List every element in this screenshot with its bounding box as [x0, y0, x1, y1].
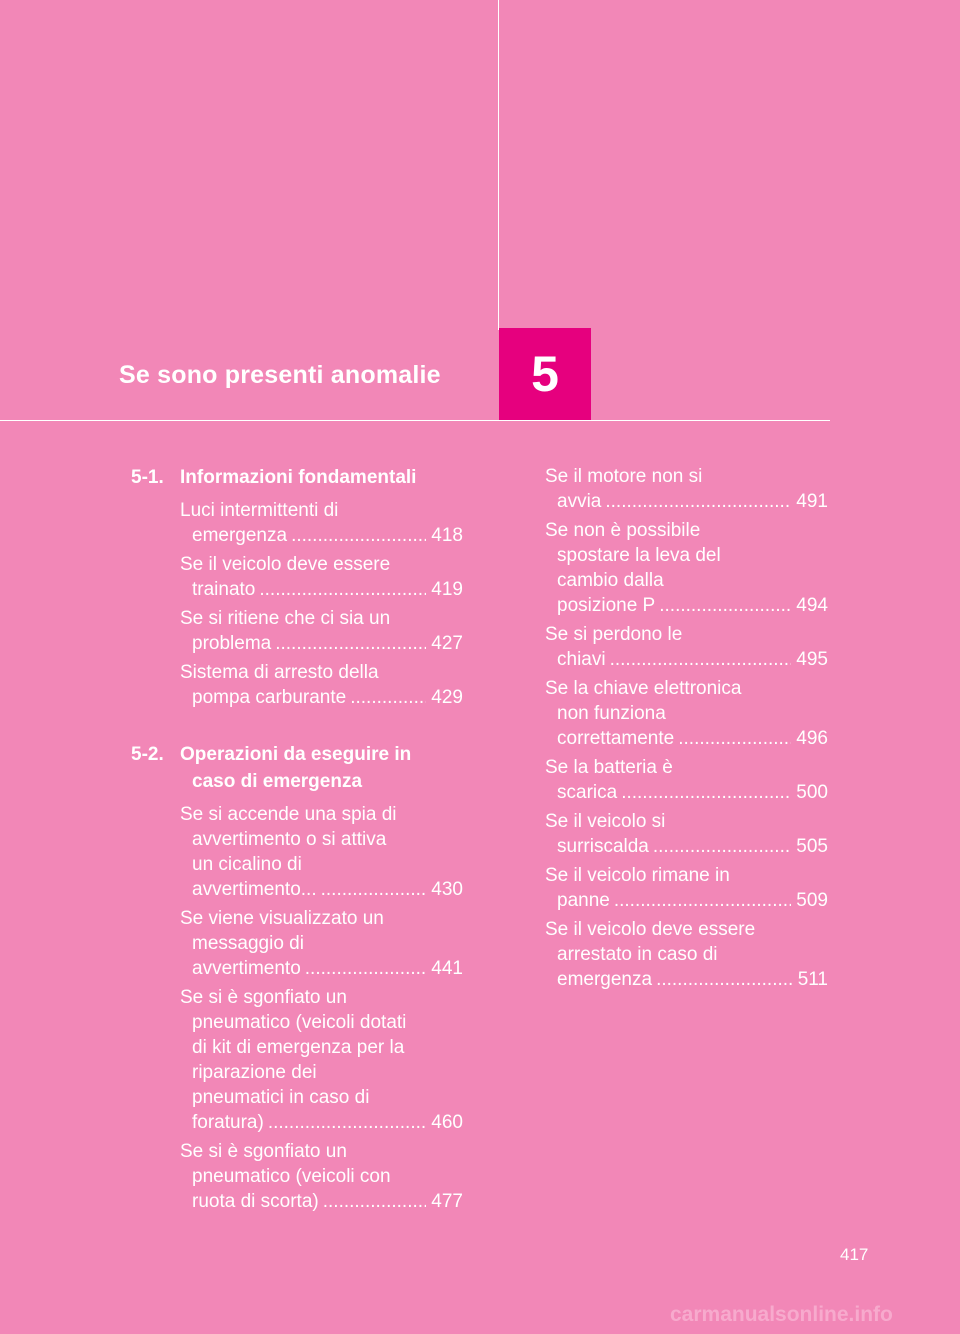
toc-entry-last-line: [545, 888, 828, 913]
dot-leader: [305, 956, 427, 981]
toc-entry-last-line: [180, 577, 463, 602]
toc-page-ref[interactable]: 494: [796, 595, 828, 616]
toc-entry-line: pompa carburante: [192, 687, 347, 708]
toc-entry-line: di kit di emergenza per la: [192, 1037, 405, 1058]
dot-leader: [321, 877, 427, 902]
toc-entry-last-line: [180, 685, 463, 710]
toc-page-ref[interactable]: 496: [796, 728, 828, 749]
toc-entry-line: posizione P: [557, 595, 656, 616]
top-divider-vertical: [498, 0, 499, 330]
section-title: Informazioni fondamentali: [180, 467, 417, 488]
chapter-title: Se sono presenti anomalie: [119, 361, 441, 389]
toc-entry-line: emergenza: [192, 525, 288, 546]
toc-page-ref[interactable]: 477: [431, 1191, 463, 1212]
dot-leader: [653, 834, 791, 859]
toc-entry-line: Se si è sgonfiato un: [180, 987, 347, 1008]
dot-leader: [259, 577, 426, 602]
toc-entry-last-line: [180, 956, 463, 981]
toc-entry[interactable]: [545, 464, 828, 514]
toc-entry-line: pneumatici in caso di: [192, 1087, 370, 1108]
toc-page-ref[interactable]: 430: [431, 879, 463, 900]
toc-entry-line: Se il motore non si: [545, 466, 703, 487]
toc-entry-line: Se la batteria è: [545, 757, 673, 778]
toc-entry-line: chiavi: [557, 649, 606, 670]
toc-entry-line: Se viene visualizzato un: [180, 908, 384, 929]
dot-leader: [275, 631, 426, 656]
toc-entry-line: riparazione dei: [192, 1062, 317, 1083]
toc-entry-line: un cicalino di: [192, 854, 302, 875]
toc-entry-line: non funziona: [557, 703, 666, 724]
toc-entry[interactable]: [545, 917, 828, 992]
toc-entry[interactable]: [545, 863, 828, 913]
toc-entry-line: avvia: [557, 491, 602, 512]
dot-leader: [605, 489, 791, 514]
toc-entry-line: correttamente: [557, 728, 675, 749]
toc-page-ref[interactable]: 509: [796, 890, 828, 911]
dot-leader: [621, 780, 791, 805]
toc-entry[interactable]: [545, 676, 828, 751]
toc-page-ref[interactable]: 505: [796, 836, 828, 857]
section-number: 5-2.: [131, 744, 164, 765]
section-title: Operazioni da eseguire in: [180, 744, 412, 765]
dot-leader: [614, 888, 791, 913]
toc-entry-last-line: [545, 967, 828, 992]
section-heading[interactable]: [131, 741, 463, 795]
toc-entry-line: Se il veicolo si: [545, 811, 666, 832]
dot-leader: [656, 967, 793, 992]
toc-entry-line: Se non è possibile: [545, 520, 701, 541]
toc-entry-line: emergenza: [557, 969, 653, 990]
toc-entry-line: avvertimento o si attiva: [192, 829, 387, 850]
toc-page-ref[interactable]: 500: [796, 782, 828, 803]
toc-entry-line: avvertimento: [192, 958, 301, 979]
toc-page-ref[interactable]: 418: [431, 525, 463, 546]
toc-entry-line: Sistema di arresto della: [180, 662, 379, 683]
toc-entry-line: Se si perdono le: [545, 624, 683, 645]
toc-entry-line: arrestato in caso di: [557, 944, 718, 965]
dot-leader: [610, 647, 792, 672]
toc-page-ref[interactable]: 511: [797, 969, 828, 990]
toc-entry-last-line: [545, 647, 828, 672]
section-gap: [131, 714, 463, 741]
toc-page-ref[interactable]: 495: [796, 649, 828, 670]
dot-leader: [291, 523, 426, 548]
toc-entry-last-line: [545, 726, 828, 751]
toc-entry[interactable]: [131, 985, 463, 1135]
toc-entry-line: Se si accende una spia di: [180, 804, 397, 825]
toc-page-ref[interactable]: 427: [431, 633, 463, 654]
toc-entry-line: Se il veicolo deve essere: [180, 554, 391, 575]
dot-leader: [659, 593, 791, 618]
toc-entry-last-line: [180, 631, 463, 656]
section-title: caso di emergenza: [192, 771, 363, 792]
toc-entry-line: avvertimento...: [192, 879, 317, 900]
toc-entry[interactable]: [545, 518, 828, 618]
toc-entry-last-line: [545, 780, 828, 805]
toc-entry[interactable]: [131, 606, 463, 656]
toc-entry[interactable]: [131, 802, 463, 902]
toc-entry-line: ruota di scorta): [192, 1191, 319, 1212]
toc-entry-last-line: [180, 523, 463, 548]
toc-entry-line: scarica: [557, 782, 618, 803]
toc-entry-last-line: [545, 489, 828, 514]
toc-entry-last-line: [545, 593, 828, 618]
page-number: 417: [840, 1245, 869, 1264]
toc-entry-line: spostare la leva del: [557, 545, 721, 566]
toc-entry-line: panne: [557, 890, 610, 911]
toc-entry[interactable]: [131, 1139, 463, 1214]
dot-leader: [678, 726, 791, 751]
toc-entry-last-line: [180, 1189, 463, 1214]
toc-entry-last-line: [180, 1110, 463, 1135]
toc-entry-last-line: [180, 877, 463, 902]
toc-page-ref[interactable]: 460: [431, 1112, 463, 1133]
toc-entry-line: Se si è sgonfiato un: [180, 1141, 347, 1162]
dot-leader: [268, 1110, 426, 1135]
toc-entry-line: Se il veicolo rimane in: [545, 865, 730, 886]
toc-right-column: [545, 464, 828, 996]
toc-entry[interactable]: [131, 906, 463, 981]
toc-page-ref[interactable]: 491: [796, 491, 828, 512]
toc-entry[interactable]: [545, 809, 828, 859]
toc-entry-line: problema: [192, 633, 272, 654]
toc-entry[interactable]: [131, 498, 463, 548]
toc-entry-line: Se si ritiene che ci sia un: [180, 608, 391, 629]
chapter-number-box: [499, 328, 591, 420]
toc-left-column: [131, 464, 463, 1218]
toc-entry-line: pneumatico (veicoli con: [192, 1166, 391, 1187]
dot-leader: [350, 685, 426, 710]
toc-entry[interactable]: [131, 660, 463, 710]
toc-entry-line: trainato: [192, 579, 256, 600]
header-divider: [0, 420, 830, 421]
chapter-number: 5: [531, 346, 559, 402]
toc-entry-last-line: [545, 834, 828, 859]
toc-entry-line: foratura): [192, 1112, 264, 1133]
toc-entry-line: cambio dalla: [557, 570, 664, 591]
toc-entry-line: pneumatico (veicoli dotati: [192, 1012, 407, 1033]
section-heading[interactable]: [131, 464, 463, 491]
toc-entry[interactable]: [131, 552, 463, 602]
toc-entry-line: messaggio di: [192, 933, 304, 954]
toc-entry[interactable]: [545, 622, 828, 672]
section-number: 5-1.: [131, 467, 164, 488]
toc-entry-line: Se il veicolo deve essere: [545, 919, 756, 940]
toc-entry-line: Se la chiave elettronica: [545, 678, 742, 699]
toc-entry[interactable]: [545, 755, 828, 805]
toc-page-ref[interactable]: 441: [431, 958, 463, 979]
dot-leader: [323, 1189, 427, 1214]
toc-entry-line: surriscalda: [557, 836, 649, 857]
toc-entry-line: Luci intermittenti di: [180, 500, 339, 521]
footer-watermark: carmanualsonline.info: [670, 1303, 893, 1326]
toc-page-ref[interactable]: 429: [431, 687, 463, 708]
toc-page-ref[interactable]: 419: [431, 579, 463, 600]
